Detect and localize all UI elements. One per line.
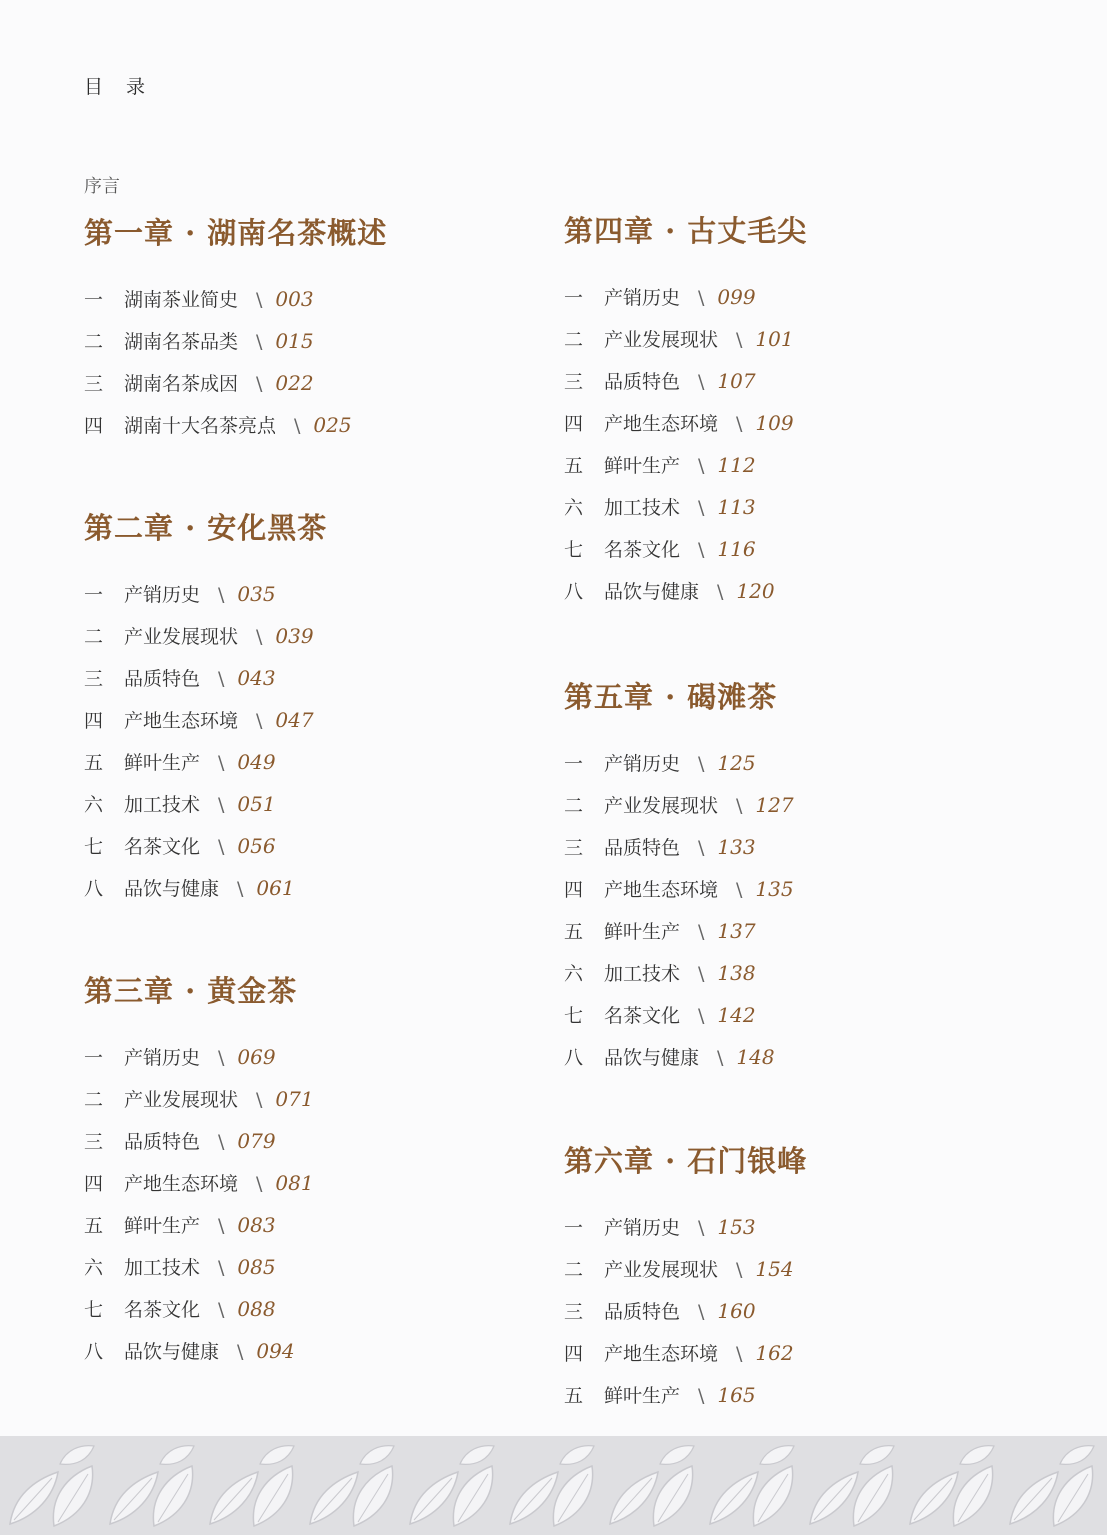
entry-number: 三 bbox=[84, 668, 104, 690]
entry-title: 加工技术 bbox=[124, 794, 201, 816]
entry-page-number: 039 bbox=[275, 624, 314, 648]
entry-separator: \ bbox=[698, 753, 705, 775]
entry-separator: \ bbox=[218, 584, 225, 606]
toc-entry[interactable] bbox=[564, 402, 807, 444]
entry-number: 八 bbox=[84, 1341, 104, 1363]
chapter-title[interactable]: 第四章 · 古丈毛尖 bbox=[564, 214, 808, 248]
entry-title: 名茶文化 bbox=[604, 1005, 681, 1027]
entry-title: 品质特色 bbox=[604, 837, 681, 859]
toc-entry[interactable] bbox=[84, 699, 327, 741]
entry-separator: \ bbox=[256, 373, 263, 395]
toc-entry[interactable] bbox=[84, 1330, 314, 1372]
entry-title: 鲜叶生产 bbox=[604, 1385, 681, 1407]
entry-page-number: 022 bbox=[275, 371, 314, 395]
entry-page-number: 085 bbox=[237, 1255, 276, 1279]
entry-title: 品饮与健康 bbox=[604, 1047, 700, 1069]
toc-entry[interactable] bbox=[84, 1288, 314, 1330]
toc-entry[interactable] bbox=[84, 1246, 314, 1288]
toc-entry[interactable] bbox=[564, 1374, 807, 1416]
entry-page-number: 061 bbox=[256, 876, 295, 900]
chapter-3 bbox=[84, 970, 314, 1372]
entry-separator: \ bbox=[256, 331, 263, 353]
entry-title: 加工技术 bbox=[604, 963, 681, 985]
entry-number: 八 bbox=[564, 581, 584, 603]
entry-page-number: 112 bbox=[717, 453, 756, 477]
entry-page-number: 069 bbox=[237, 1045, 276, 1069]
entry-separator: \ bbox=[698, 1005, 705, 1027]
entry-separator: \ bbox=[218, 1299, 225, 1321]
entry-number: 四 bbox=[564, 879, 584, 901]
entry-title: 加工技术 bbox=[124, 1257, 201, 1279]
entry-title: 名茶文化 bbox=[124, 836, 201, 858]
entry-page-number: 083 bbox=[237, 1213, 276, 1237]
entry-title: 产地生态环境 bbox=[124, 1173, 239, 1195]
entry-separator: \ bbox=[698, 1217, 705, 1239]
entry-page-number: 088 bbox=[237, 1297, 276, 1321]
entry-page-number: 099 bbox=[717, 285, 756, 309]
entry-page-number: 094 bbox=[256, 1339, 295, 1363]
toc-entry[interactable] bbox=[564, 570, 807, 612]
entry-title: 产地生态环境 bbox=[124, 710, 239, 732]
entry-title: 品质特色 bbox=[604, 1301, 681, 1323]
toc-entry[interactable] bbox=[84, 741, 327, 783]
toc-entry[interactable] bbox=[564, 486, 807, 528]
entry-number: 一 bbox=[84, 1047, 104, 1069]
entry-number: 六 bbox=[564, 963, 584, 985]
entry-page-number: 160 bbox=[717, 1299, 756, 1323]
chapter-title[interactable]: 第三章 · 黄金茶 bbox=[84, 974, 298, 1008]
entry-number: 五 bbox=[564, 455, 584, 477]
entry-page-number: 003 bbox=[275, 287, 314, 311]
entry-page-number: 142 bbox=[717, 1003, 756, 1027]
entry-number: 四 bbox=[564, 1343, 584, 1365]
entry-number: 五 bbox=[84, 1215, 104, 1237]
entry-number: 七 bbox=[564, 539, 584, 561]
chapter-title[interactable]: 第一章 · 湖南名茶概述 bbox=[84, 216, 388, 250]
chapter-title[interactable]: 第六章 · 石门银峰 bbox=[564, 1144, 808, 1178]
entry-page-number: 133 bbox=[717, 835, 756, 859]
entry-number: 五 bbox=[84, 752, 104, 774]
entry-title: 名茶文化 bbox=[604, 539, 681, 561]
entry-title: 品质特色 bbox=[604, 371, 681, 393]
toc-entry[interactable] bbox=[84, 573, 327, 615]
toc-entry[interactable] bbox=[84, 1036, 314, 1078]
toc-entry[interactable] bbox=[564, 826, 794, 868]
entry-number: 六 bbox=[84, 1257, 104, 1279]
toc-entry[interactable] bbox=[84, 404, 387, 446]
page-title: 目 录 bbox=[84, 76, 148, 98]
entry-number: 八 bbox=[564, 1047, 584, 1069]
entry-separator: \ bbox=[698, 837, 705, 859]
entry-page-number: 107 bbox=[717, 369, 756, 393]
entry-page-number: 116 bbox=[717, 537, 756, 561]
entry-separator: \ bbox=[218, 1131, 225, 1153]
toc-entry[interactable] bbox=[84, 1204, 314, 1246]
entry-separator: \ bbox=[736, 329, 743, 351]
entry-page-number: 135 bbox=[755, 877, 794, 901]
entry-separator: \ bbox=[237, 1341, 244, 1363]
entry-title: 加工技术 bbox=[604, 497, 681, 519]
toc-entry[interactable] bbox=[564, 1248, 807, 1290]
entry-separator: \ bbox=[736, 879, 743, 901]
toc-entry[interactable] bbox=[564, 1036, 794, 1078]
chapter-5 bbox=[564, 676, 794, 1078]
entry-separator: \ bbox=[256, 710, 263, 732]
entry-page-number: 153 bbox=[717, 1215, 756, 1239]
toc-entry[interactable] bbox=[564, 276, 807, 318]
chapter-entries bbox=[84, 573, 327, 909]
entry-number: 八 bbox=[84, 878, 104, 900]
entry-page-number: 049 bbox=[237, 750, 276, 774]
entry-page-number: 127 bbox=[755, 793, 794, 817]
chapter-title[interactable]: 第五章 · 碣滩茶 bbox=[564, 680, 778, 714]
entry-separator: \ bbox=[698, 497, 705, 519]
entry-page-number: 071 bbox=[275, 1087, 314, 1111]
entry-number: 一 bbox=[84, 584, 104, 606]
entry-page-number: 047 bbox=[275, 708, 314, 732]
entry-page-number: 165 bbox=[717, 1383, 756, 1407]
entry-title: 湖南名茶成因 bbox=[124, 373, 239, 395]
entry-title: 产业发展现状 bbox=[604, 329, 719, 351]
entry-title: 湖南茶业简史 bbox=[124, 289, 239, 311]
entry-separator: \ bbox=[256, 626, 263, 648]
entry-title: 品饮与健康 bbox=[124, 878, 220, 900]
entry-title: 产业发展现状 bbox=[604, 1259, 719, 1281]
toc-entry[interactable] bbox=[84, 1078, 314, 1120]
entry-number: 一 bbox=[564, 287, 584, 309]
entry-separator: \ bbox=[736, 795, 743, 817]
preface-link[interactable]: 序言 bbox=[84, 176, 120, 197]
entry-number: 五 bbox=[564, 921, 584, 943]
entry-separator: \ bbox=[218, 1047, 225, 1069]
chapter-2 bbox=[84, 507, 327, 909]
chapter-entries bbox=[564, 1206, 807, 1416]
chapter-entries bbox=[564, 742, 794, 1078]
chapter-entries bbox=[564, 276, 807, 612]
entry-title: 产销历史 bbox=[124, 1047, 201, 1069]
entry-title: 鲜叶生产 bbox=[124, 1215, 201, 1237]
entry-separator: \ bbox=[736, 1343, 743, 1365]
entry-page-number: 138 bbox=[717, 961, 756, 985]
entry-number: 六 bbox=[84, 794, 104, 816]
entry-title: 产销历史 bbox=[604, 753, 681, 775]
entry-title: 品饮与健康 bbox=[604, 581, 700, 603]
entry-number: 四 bbox=[84, 710, 104, 732]
entry-separator: \ bbox=[698, 921, 705, 943]
entry-number: 四 bbox=[564, 413, 584, 435]
entry-title: 鲜叶生产 bbox=[124, 752, 201, 774]
toc-entry[interactable] bbox=[84, 320, 387, 362]
entry-number: 一 bbox=[564, 1217, 584, 1239]
toc-entry[interactable] bbox=[84, 278, 387, 320]
toc-entry[interactable] bbox=[564, 1332, 807, 1374]
entry-page-number: 079 bbox=[237, 1129, 276, 1153]
entry-separator: \ bbox=[698, 1301, 705, 1323]
toc-entry[interactable] bbox=[84, 867, 327, 909]
entry-title: 产销历史 bbox=[124, 584, 201, 606]
entry-title: 产地生态环境 bbox=[604, 879, 719, 901]
entry-title: 产业发展现状 bbox=[604, 795, 719, 817]
entry-number: 二 bbox=[564, 329, 584, 351]
entry-number: 四 bbox=[84, 415, 104, 437]
toc-entry[interactable] bbox=[84, 1120, 314, 1162]
entry-number: 三 bbox=[564, 837, 584, 859]
entry-number: 二 bbox=[564, 1259, 584, 1281]
chapter-title[interactable]: 第二章 · 安化黑茶 bbox=[84, 511, 328, 545]
entry-page-number: 109 bbox=[755, 411, 794, 435]
entry-separator: \ bbox=[736, 1259, 743, 1281]
entry-number: 二 bbox=[84, 626, 104, 648]
entry-separator: \ bbox=[698, 371, 705, 393]
entry-number: 七 bbox=[564, 1005, 584, 1027]
entry-page-number: 043 bbox=[237, 666, 276, 690]
toc-entry[interactable] bbox=[564, 444, 807, 486]
entry-number: 三 bbox=[84, 1131, 104, 1153]
entry-title: 产销历史 bbox=[604, 287, 681, 309]
entry-number: 二 bbox=[84, 1089, 104, 1111]
entry-separator: \ bbox=[256, 1089, 263, 1111]
entry-number: 七 bbox=[84, 1299, 104, 1321]
entry-page-number: 025 bbox=[313, 413, 352, 437]
entry-separator: \ bbox=[218, 752, 225, 774]
toc-entry[interactable] bbox=[84, 615, 327, 657]
entry-separator: \ bbox=[698, 455, 705, 477]
toc-entry[interactable] bbox=[564, 910, 794, 952]
chapter-4 bbox=[564, 210, 807, 612]
toc-entry[interactable] bbox=[84, 825, 327, 867]
toc-entry[interactable] bbox=[84, 362, 387, 404]
entry-page-number: 101 bbox=[755, 327, 794, 351]
entry-separator: \ bbox=[717, 581, 724, 603]
entry-separator: \ bbox=[736, 413, 743, 435]
entry-page-number: 125 bbox=[717, 751, 756, 775]
entry-page-number: 035 bbox=[237, 582, 276, 606]
toc-entry[interactable] bbox=[564, 994, 794, 1036]
entry-page-number: 148 bbox=[736, 1045, 775, 1069]
chapter-entries bbox=[84, 278, 387, 446]
entry-title: 品质特色 bbox=[124, 1131, 201, 1153]
entry-title: 产地生态环境 bbox=[604, 1343, 719, 1365]
entry-title: 品质特色 bbox=[124, 668, 201, 690]
entry-number: 四 bbox=[84, 1173, 104, 1195]
toc-entry[interactable] bbox=[84, 1162, 314, 1204]
entry-separator: \ bbox=[698, 963, 705, 985]
entry-title: 品饮与健康 bbox=[124, 1341, 220, 1363]
entry-page-number: 051 bbox=[237, 792, 276, 816]
chapter-entries bbox=[84, 1036, 314, 1372]
entry-separator: \ bbox=[294, 415, 301, 437]
entry-number: 三 bbox=[564, 371, 584, 393]
toc-entry[interactable] bbox=[564, 784, 794, 826]
entry-page-number: 081 bbox=[275, 1171, 314, 1195]
toc-entry[interactable] bbox=[564, 360, 807, 402]
entry-title: 产业发展现状 bbox=[124, 626, 239, 648]
entry-separator: \ bbox=[218, 668, 225, 690]
toc-entry[interactable] bbox=[564, 952, 794, 994]
entry-separator: \ bbox=[218, 1257, 225, 1279]
entry-title: 鲜叶生产 bbox=[604, 455, 681, 477]
entry-page-number: 154 bbox=[755, 1257, 794, 1281]
entry-separator: \ bbox=[698, 287, 705, 309]
entry-number: 二 bbox=[84, 331, 104, 353]
entry-title: 湖南十大名茶亮点 bbox=[124, 415, 277, 437]
entry-page-number: 015 bbox=[275, 329, 314, 353]
entry-separator: \ bbox=[256, 289, 263, 311]
entry-title: 产地生态环境 bbox=[604, 413, 719, 435]
toc-entry[interactable] bbox=[564, 742, 794, 784]
entry-separator: \ bbox=[256, 1173, 263, 1195]
entry-separator: \ bbox=[218, 1215, 225, 1237]
entry-separator: \ bbox=[218, 794, 225, 816]
entry-number: 三 bbox=[84, 373, 104, 395]
entry-number: 一 bbox=[564, 753, 584, 775]
entry-number: 三 bbox=[564, 1301, 584, 1323]
entry-page-number: 120 bbox=[736, 579, 775, 603]
entry-number: 六 bbox=[564, 497, 584, 519]
entry-page-number: 056 bbox=[237, 834, 276, 858]
chapter-6 bbox=[564, 1140, 807, 1416]
entry-number: 五 bbox=[564, 1385, 584, 1407]
toc-entry[interactable] bbox=[564, 1290, 807, 1332]
toc-entry[interactable] bbox=[564, 528, 807, 570]
tea-leaf-border-icon bbox=[0, 1436, 1107, 1535]
entry-title: 名茶文化 bbox=[124, 1299, 201, 1321]
entry-separator: \ bbox=[698, 539, 705, 561]
entry-title: 鲜叶生产 bbox=[604, 921, 681, 943]
toc-entry[interactable] bbox=[84, 657, 327, 699]
toc-entry[interactable] bbox=[564, 318, 807, 360]
entry-page-number: 137 bbox=[717, 919, 756, 943]
toc-entry[interactable] bbox=[564, 868, 794, 910]
entry-page-number: 113 bbox=[717, 495, 756, 519]
entry-separator: \ bbox=[237, 878, 244, 900]
toc-entry[interactable] bbox=[564, 1206, 807, 1248]
entry-title: 产销历史 bbox=[604, 1217, 681, 1239]
entry-number: 二 bbox=[564, 795, 584, 817]
entry-page-number: 162 bbox=[755, 1341, 794, 1365]
entry-title: 产业发展现状 bbox=[124, 1089, 239, 1111]
entry-separator: \ bbox=[698, 1385, 705, 1407]
entry-number: 七 bbox=[84, 836, 104, 858]
entry-number: 一 bbox=[84, 289, 104, 311]
chapter-1 bbox=[84, 212, 387, 446]
entry-separator: \ bbox=[218, 836, 225, 858]
entry-separator: \ bbox=[717, 1047, 724, 1069]
toc-entry[interactable] bbox=[84, 783, 327, 825]
entry-title: 湖南名茶品类 bbox=[124, 331, 239, 353]
